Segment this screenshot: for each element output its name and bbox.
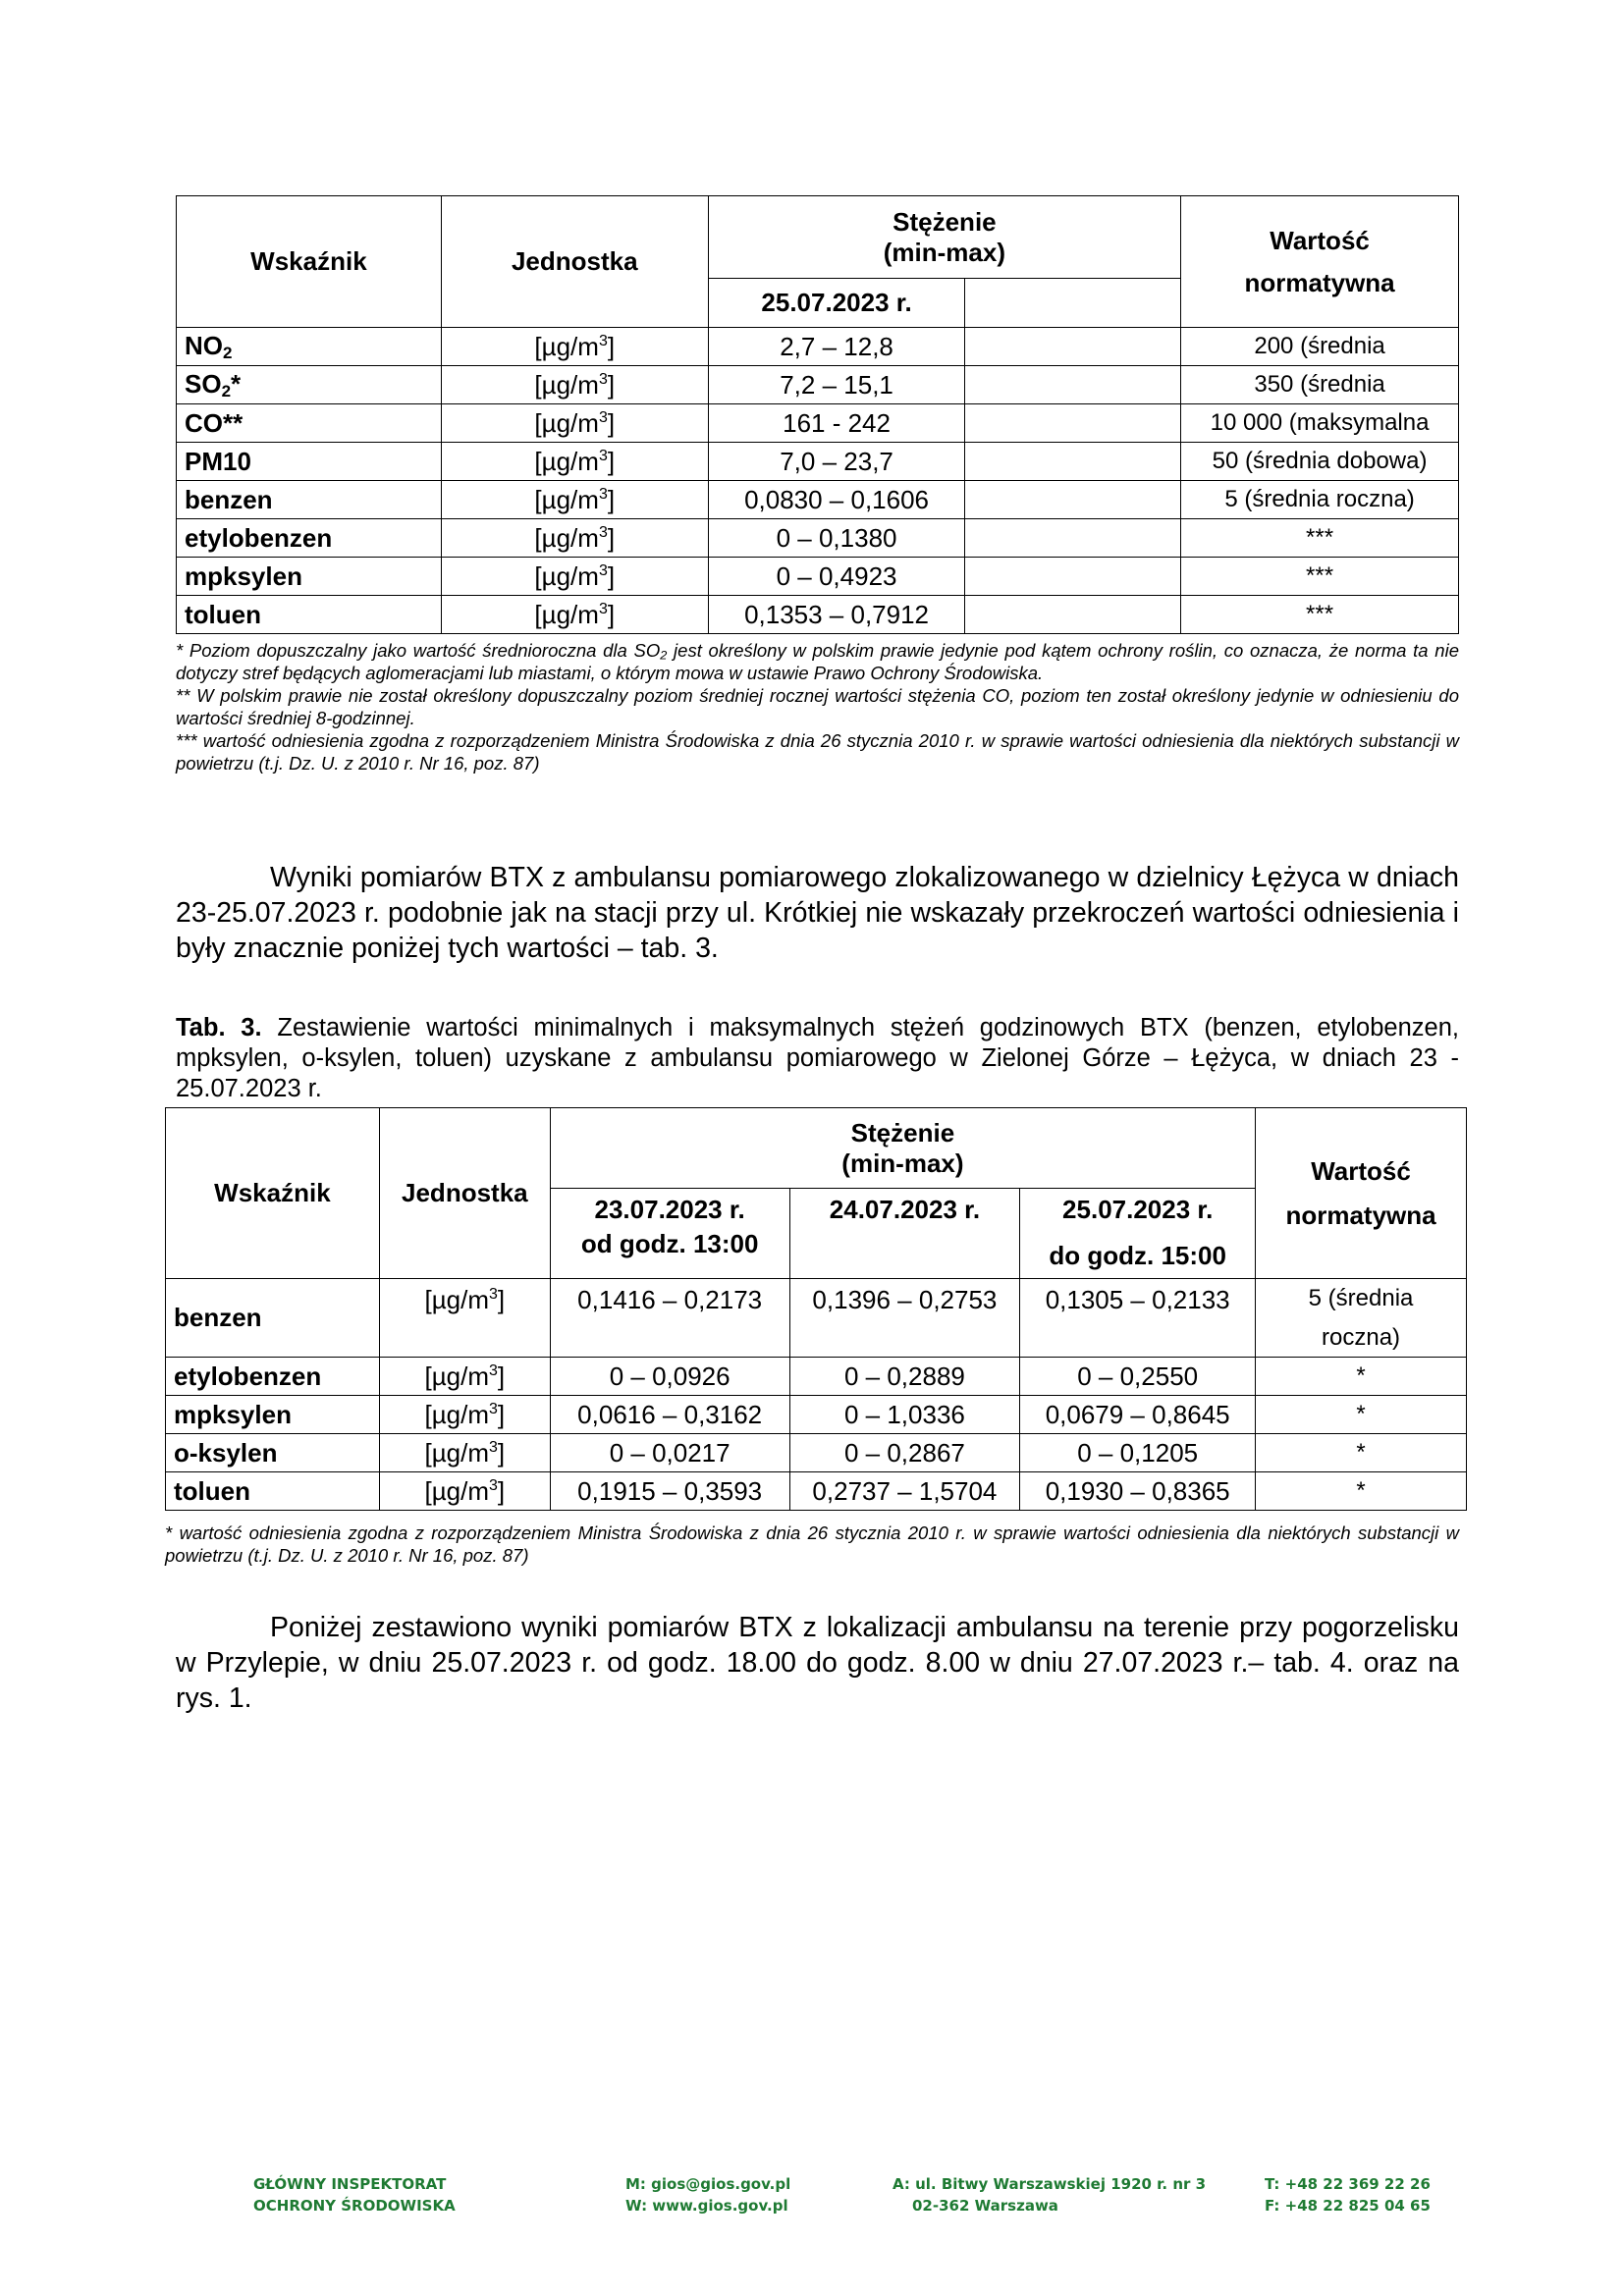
norm-line2: roczna) bbox=[1322, 1324, 1401, 1351]
cell-unit bbox=[441, 328, 708, 366]
table-row bbox=[177, 558, 1459, 596]
cell-empty bbox=[965, 596, 1181, 634]
footnote-3: *** wartość odniesienia zgodna z rozporządzeniem Ministra Środowiska z dnia 26 stycznia 2010 r. w sprawie wartości odniesienia dla niektórych substancji w powietrzu (t.j. Dz. U. z 2010 r. Nr 16, poz. 87) bbox=[176, 730, 1459, 774]
header-indicator: Wskaźnik bbox=[166, 1108, 380, 1279]
unit-superscript: 3 bbox=[598, 332, 608, 349]
unit-text: [µg/m bbox=[534, 561, 599, 591]
header-concentration bbox=[708, 196, 1181, 279]
unit-superscript: 3 bbox=[598, 408, 608, 426]
indicator-name: mpksylen bbox=[185, 561, 302, 591]
cell-empty bbox=[965, 443, 1181, 481]
cell-value-day-2: 0,2737 – 1,5704 bbox=[789, 1472, 1020, 1511]
unit-text: [µg/m bbox=[534, 407, 599, 438]
table-btx-ambulance bbox=[165, 1107, 1467, 1511]
table-row bbox=[177, 519, 1459, 558]
unit-bracket: ] bbox=[607, 331, 616, 361]
cell-norm bbox=[1256, 1279, 1467, 1358]
unit-superscript: 3 bbox=[489, 1438, 498, 1456]
indicator-name: toluen bbox=[185, 599, 261, 629]
cell-unit bbox=[379, 1472, 550, 1511]
footer-mail-link[interactable]: M: gios@gios.gov.pl bbox=[625, 2175, 791, 2193]
cell-value-day-2: 0 – 0,2889 bbox=[789, 1358, 1020, 1396]
header-unit: Jednostka bbox=[379, 1108, 550, 1279]
cell-indicator: mpksylen bbox=[166, 1396, 380, 1434]
unit-bracket: ] bbox=[497, 1285, 506, 1314]
unit-bracket: ] bbox=[497, 1437, 506, 1468]
cell-unit bbox=[441, 558, 708, 596]
cell-empty bbox=[965, 328, 1181, 366]
cell-indicator: o-ksylen bbox=[166, 1434, 380, 1472]
unit-bracket: ] bbox=[497, 1399, 506, 1429]
table-row bbox=[177, 481, 1459, 519]
header-date-2: 24.07.2023 r. bbox=[789, 1189, 1020, 1279]
cell-value-day-1: 0,0616 – 0,3162 bbox=[550, 1396, 789, 1434]
cell-empty bbox=[965, 519, 1181, 558]
unit-superscript: 3 bbox=[598, 485, 608, 503]
table-row bbox=[166, 1472, 1467, 1511]
cell-indicator: etylobenzen bbox=[166, 1358, 380, 1396]
cell-indicator bbox=[177, 596, 442, 634]
norm-line1: 5 (średnia bbox=[1308, 1285, 1414, 1311]
header-concentration-title: Stężenie bbox=[893, 206, 997, 237]
indicator-name: PM10 bbox=[185, 446, 251, 476]
footer-address bbox=[893, 2173, 1206, 2216]
table2-caption-label: Tab. 3. bbox=[176, 1014, 262, 1041]
unit-text: [µg/m bbox=[424, 1361, 490, 1391]
unit-bracket: ] bbox=[607, 446, 616, 476]
cell-unit bbox=[379, 1279, 550, 1358]
unit-superscript: 3 bbox=[598, 600, 608, 617]
cell-empty bbox=[965, 481, 1181, 519]
unit-text: [µg/m bbox=[534, 599, 599, 629]
footer-organization bbox=[253, 2173, 456, 2216]
cell-indicator bbox=[177, 404, 442, 443]
header-unit: Jednostka bbox=[441, 196, 708, 328]
unit-text: [µg/m bbox=[424, 1475, 490, 1506]
unit-text: [µg/m bbox=[534, 446, 599, 476]
cell-indicator bbox=[177, 366, 442, 404]
cell-value-day-1: 0 – 0,0926 bbox=[550, 1358, 789, 1396]
cell-value: 0,0830 – 0,1606 bbox=[708, 481, 965, 519]
table-row bbox=[177, 366, 1459, 404]
table-row bbox=[177, 328, 1459, 366]
indicator-name: benzen bbox=[185, 484, 273, 514]
unit-superscript: 3 bbox=[489, 1476, 498, 1494]
cell-value-day-3: 0 – 0,2550 bbox=[1020, 1358, 1256, 1396]
cell-norm bbox=[1256, 1472, 1467, 1511]
unit-text: [µg/m bbox=[424, 1437, 490, 1468]
header-norm-line2: normatywna bbox=[1285, 1200, 1436, 1230]
footer-web-link[interactable]: W: www.gios.gov.pl bbox=[625, 2197, 788, 2215]
table2-caption-text: Zestawienie wartości minimalnych i maksymalnych stężeń godzinowych BTX (benzen, etylobenzen, mpksylen, o-ksylen, toluen) uzyskane z ambulansu pomiarowego w Zielonej Górze – Łężyca, w dniach 23 - 25.07.2023 r. bbox=[176, 1014, 1459, 1102]
cell-indicator bbox=[177, 443, 442, 481]
unit-bracket: ] bbox=[607, 369, 616, 400]
unit-bracket: ] bbox=[497, 1361, 506, 1391]
norm-line1: * bbox=[1356, 1439, 1366, 1466]
cell-unit bbox=[441, 443, 708, 481]
header-date-1-line2: od godz. 13:00 bbox=[580, 1229, 759, 1258]
unit-bracket: ] bbox=[607, 522, 616, 553]
indicator-suffix: * bbox=[231, 368, 242, 399]
indicator-name: CO** bbox=[185, 407, 243, 438]
table2-body bbox=[166, 1279, 1467, 1511]
footnote-2: ** W polskim prawie nie został określony dopuszczalny poziom średniej rocznej wartości stężenia CO, poziom ten został określony jedynie w odniesieniu do wartości średniej 8-godzinnej. bbox=[176, 685, 1459, 728]
cell-indicator: benzen bbox=[166, 1279, 380, 1358]
cell-value-day-1: 0 – 0,0217 bbox=[550, 1434, 789, 1472]
cell-unit bbox=[379, 1358, 550, 1396]
unit-superscript: 3 bbox=[489, 1400, 498, 1417]
cell-value-day-3: 0,0679 – 0,8645 bbox=[1020, 1396, 1256, 1434]
cell-empty bbox=[965, 366, 1181, 404]
unit-bracket: ] bbox=[607, 561, 616, 591]
cell-norm bbox=[1256, 1358, 1467, 1396]
cell-norm: *** bbox=[1181, 596, 1459, 634]
unit-superscript: 3 bbox=[598, 447, 608, 464]
cell-norm: *** bbox=[1181, 519, 1459, 558]
indicator-name: etylobenzen bbox=[185, 522, 333, 553]
cell-norm: 5 (średnia roczna) bbox=[1181, 481, 1459, 519]
cell-unit bbox=[441, 366, 708, 404]
header-empty-cell bbox=[965, 279, 1181, 328]
footer-address-line1: A: ul. Bitwy Warszawskiej 1920 r. nr 3 bbox=[893, 2175, 1207, 2193]
cell-value-day-3: 0,1930 – 0,8365 bbox=[1020, 1472, 1256, 1511]
header-norm bbox=[1256, 1108, 1467, 1279]
cell-unit bbox=[441, 519, 708, 558]
cell-value: 2,7 – 12,8 bbox=[708, 328, 965, 366]
header-date-3 bbox=[1020, 1189, 1256, 1279]
unit-superscript: 3 bbox=[489, 1362, 498, 1379]
cell-indicator bbox=[177, 481, 442, 519]
cell-indicator bbox=[177, 558, 442, 596]
cell-value-day-3: 0,1305 – 0,2133 bbox=[1020, 1279, 1256, 1358]
cell-value-day-1: 0,1915 – 0,3593 bbox=[550, 1472, 789, 1511]
table-row bbox=[177, 596, 1459, 634]
cell-value: 0 – 0,1380 bbox=[708, 519, 965, 558]
unit-superscript: 3 bbox=[489, 1286, 498, 1303]
footer-fax: F: +48 22 825 04 65 bbox=[1265, 2197, 1431, 2215]
cell-value: 0 – 0,4923 bbox=[708, 558, 965, 596]
header-norm bbox=[1181, 196, 1459, 328]
cell-unit bbox=[441, 481, 708, 519]
cell-unit bbox=[441, 404, 708, 443]
footer-contact-web bbox=[625, 2173, 790, 2216]
table1-footnotes bbox=[176, 639, 1459, 774]
table-row bbox=[177, 443, 1459, 481]
cell-indicator bbox=[177, 519, 442, 558]
header-date-1 bbox=[550, 1189, 789, 1279]
header-norm-line1: Wartość bbox=[1270, 225, 1370, 255]
table1-body bbox=[177, 328, 1459, 634]
cell-norm bbox=[1256, 1434, 1467, 1472]
footer-address-line2: 02-362 Warszawa bbox=[912, 2197, 1058, 2215]
header-norm-line2: normatywna bbox=[1244, 267, 1395, 297]
unit-text: [µg/m bbox=[534, 331, 599, 361]
footer-org-line1: GŁÓWNY INSPEKTORAT bbox=[253, 2175, 447, 2193]
norm-line1: * bbox=[1356, 1362, 1366, 1389]
cell-value-day-1: 0,1416 – 0,2173 bbox=[550, 1279, 789, 1358]
cell-unit bbox=[441, 596, 708, 634]
cell-norm: *** bbox=[1181, 558, 1459, 596]
header-date-3-line1: 25.07.2023 r. bbox=[1062, 1195, 1214, 1224]
unit-bracket: ] bbox=[497, 1475, 506, 1506]
header-date-1-line1: 23.07.2023 r. bbox=[594, 1195, 745, 1224]
cell-indicator bbox=[177, 328, 442, 366]
cell-value-day-2: 0,1396 – 0,2753 bbox=[789, 1279, 1020, 1358]
table-row bbox=[166, 1279, 1467, 1358]
header-concentration bbox=[550, 1108, 1255, 1189]
footer-org-line2: OCHRONY ŚRODOWISKA bbox=[253, 2197, 456, 2215]
header-concentration-range: (min-max) bbox=[883, 237, 1006, 267]
table-row bbox=[166, 1358, 1467, 1396]
paragraph-2-text: Poniżej zestawiono wyniki pomiarów BTX z lokalizacji ambulansu na terenie przy pogorzelisku w Przylepie, w dniu 25.07.2023 r. od godz. 18.00 do godz. 8.00 w dniu 27.07.2023 r.– tab. 4. oraz na rys. 1. bbox=[176, 1612, 1459, 1714]
table-row bbox=[166, 1434, 1467, 1472]
norm-line1: * bbox=[1356, 1477, 1366, 1504]
cell-norm: 200 (średnia bbox=[1181, 328, 1459, 366]
cell-empty bbox=[965, 558, 1181, 596]
header-concentration-title: Stężenie bbox=[850, 1117, 955, 1148]
header-indicator: Wskaźnik bbox=[177, 196, 442, 328]
cell-value-day-3: 0 – 0,1205 bbox=[1020, 1434, 1256, 1472]
unit-superscript: 3 bbox=[598, 370, 608, 388]
table2-caption bbox=[176, 1013, 1459, 1104]
cell-norm: 50 (średnia dobowa) bbox=[1181, 443, 1459, 481]
unit-superscript: 3 bbox=[598, 561, 608, 579]
indicator-subscript: 2 bbox=[221, 381, 232, 400]
table2-footnote: * wartość odniesienia zgodna z rozporządzeniem Ministra Środowiska z dnia 26 stycznia 2010 r. w sprawie wartości odniesienia dla niektórych substancji w powietrzu (t.j. Dz. U. z 2010 r. Nr 16, poz. 87) bbox=[165, 1522, 1459, 1566]
header-norm-line1: Wartość bbox=[1311, 1155, 1411, 1186]
header-date: 25.07.2023 r. bbox=[708, 279, 965, 328]
unit-text: [µg/m bbox=[424, 1399, 490, 1429]
footnote-1: * Poziom dopuszczalny jako wartość średnioroczna dla SO₂ jest określony w polskim prawie jedynie pod kątem ochrony roślin, co oznacza, że norma ta nie dotyczy stref będących aglomeracjami lub miastami, o którym mowa w ustawie Prawo Ochrony Środowiska. bbox=[176, 640, 1459, 683]
norm-line1: * bbox=[1356, 1401, 1366, 1427]
table-row bbox=[166, 1396, 1467, 1434]
cell-indicator: toluen bbox=[166, 1472, 380, 1511]
unit-bracket: ] bbox=[607, 407, 616, 438]
table-row bbox=[177, 404, 1459, 443]
cell-norm: 10 000 (maksymalna bbox=[1181, 404, 1459, 443]
unit-bracket: ] bbox=[607, 599, 616, 629]
indicator-subscript: 2 bbox=[223, 343, 233, 362]
cell-norm bbox=[1256, 1396, 1467, 1434]
cell-value-day-2: 0 – 1,0336 bbox=[789, 1396, 1020, 1434]
unit-text: [µg/m bbox=[424, 1285, 490, 1314]
paragraph-1-text: Wyniki pomiarów BTX z ambulansu pomiarowego zlokalizowanego w dzielnicy Łężyca w dniach 23-25.07.2023 r. podobnie jak na stacji przy ul. Krótkiej nie wskazały przekroczeń wartości odniesienia i były znacznie poniżej tych wartości – tab. 3. bbox=[176, 862, 1459, 964]
indicator-name: NO bbox=[185, 330, 223, 360]
cell-empty bbox=[965, 404, 1181, 443]
unit-text: [µg/m bbox=[534, 484, 599, 514]
cell-norm: 350 (średnia bbox=[1181, 366, 1459, 404]
cell-value: 7,2 – 15,1 bbox=[708, 366, 965, 404]
indicator-name: SO bbox=[185, 368, 222, 399]
footer-phone bbox=[1265, 2173, 1431, 2216]
paragraph-1 bbox=[176, 860, 1459, 966]
cell-value: 161 - 242 bbox=[708, 404, 965, 443]
unit-superscript: 3 bbox=[598, 523, 608, 541]
cell-unit bbox=[379, 1396, 550, 1434]
footer-tel: T: +48 22 369 22 26 bbox=[1265, 2175, 1431, 2193]
cell-value-day-2: 0 – 0,2867 bbox=[789, 1434, 1020, 1472]
cell-value: 0,1353 – 0,7912 bbox=[708, 596, 965, 634]
cell-value: 7,0 – 23,7 bbox=[708, 443, 965, 481]
paragraph-2 bbox=[176, 1610, 1459, 1716]
header-concentration-range: (min-max) bbox=[841, 1148, 964, 1178]
header-date-3-line2: do godz. 15:00 bbox=[1049, 1241, 1226, 1270]
unit-text: [µg/m bbox=[534, 369, 599, 400]
table-concentrations-station bbox=[176, 195, 1459, 634]
unit-bracket: ] bbox=[607, 484, 616, 514]
cell-unit bbox=[379, 1434, 550, 1472]
unit-text: [µg/m bbox=[534, 522, 599, 553]
